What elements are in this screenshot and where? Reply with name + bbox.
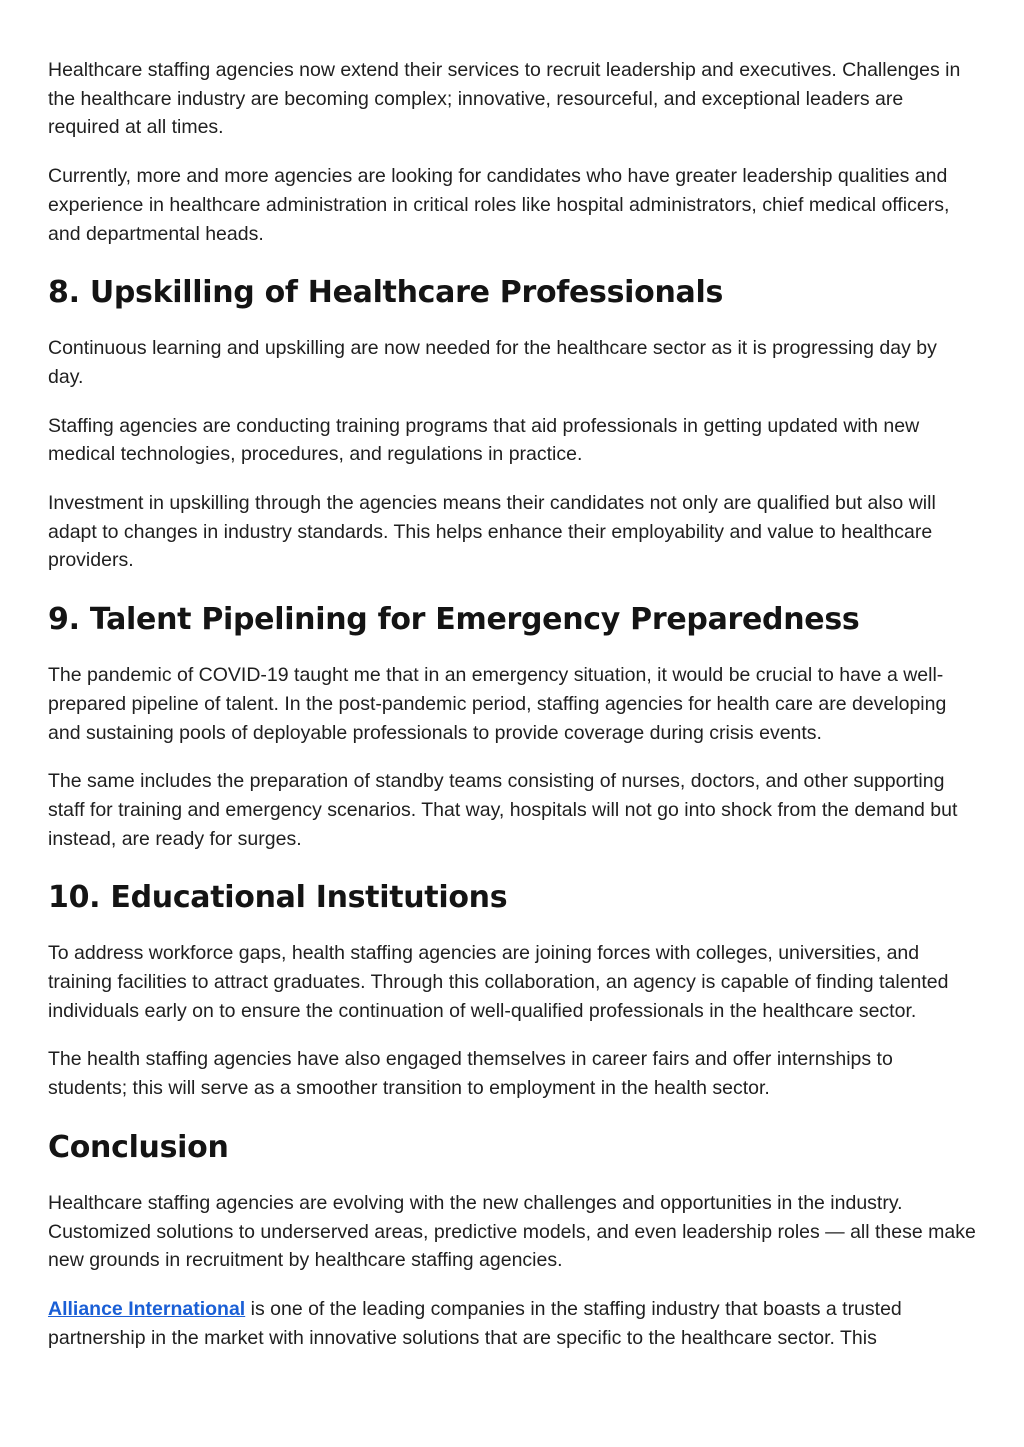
section-8-heading: 8. Upskilling of Healthcare Professionals (48, 275, 724, 311)
section-10-heading: 10. Educational Institutions (48, 880, 508, 916)
section-8-paragraph-1: Continuous learning and upskilling are now needed for the healthcare sector as it is progressing day by day. (48, 337, 937, 388)
section-9-paragraph-1: The pandemic of COVID-19 taught me that in an emergency situation, it would be crucial to have a well-prepared pipeline of talent. In the post-pandemic period, staffing agencies for health care are developing and sustaining pools of deployable professionals to provide coverage during crisis events. (48, 664, 947, 744)
section-10-paragraph-1: To address workforce gaps, health staffing agencies are joining forces with colleges, universities, and training facilities to attract graduates. Through this collaboration, an agency is capable of finding talented individuals early on to ensure the continuation of well-qualified professionals in the healthcare sector. (48, 942, 949, 1022)
section-8-paragraph-3: Investment in upskilling through the agencies means their candidates not only are qualified but also will adapt to changes in industry standards. This helps enhance their employability and value to healthcare providers. (48, 492, 936, 572)
intro-paragraph-2: Currently, more and more agencies are looking for candidates who have greater leadership qualities and experience in healthcare administration in critical roles like hospital administrators, chief medical officers, and departmental heads. (48, 165, 950, 245)
conclusion-paragraph-1: Healthcare staffing agencies are evolving with the new challenges and opportunities in the industry. Customized solutions to underserved areas, predictive models, and even leadership roles — all these make new grounds in recruitment by healthcare staffing agencies. (48, 1191, 976, 1272)
conclusion-heading: Conclusion (48, 1129, 229, 1165)
conclusion-paragraph-2-text: is one of the leading companies in the staffing industry that boasts a trusted partnership in the market with innovative solutions that are specific to the healthcare sector. This (48, 1297, 902, 1349)
alliance-international-link[interactable]: Alliance International (48, 1297, 246, 1320)
intro-paragraph-1: Healthcare staffing agencies now extend their services to recruit leadership and executives. Challenges in the healthcare industry are becoming complex; innovative, resourceful, and exceptional leaders are required at all times. (48, 59, 961, 139)
section-9-heading: 9. Talent Pipelining for Emergency Preparedness (48, 602, 860, 638)
section-8-paragraph-2: Staffing agencies are conducting training programs that aid professionals in getting updated with new medical technologies, procedures, and regulations in practice. (48, 414, 920, 466)
section-9-paragraph-2: The same includes the preparation of standby teams consisting of nurses, doctors, and other supporting staff for training and emergency scenarios. That way, hospitals will not go into shock from the demand but instead, are ready for surges. (48, 770, 958, 850)
conclusion-paragraph-2 (48, 1295, 976, 1352)
section-10-paragraph-2: The health staffing agencies have also engaged themselves in career fairs and offer internships to students; this will serve as a smoother transition to employment in the health sector. (48, 1048, 893, 1100)
